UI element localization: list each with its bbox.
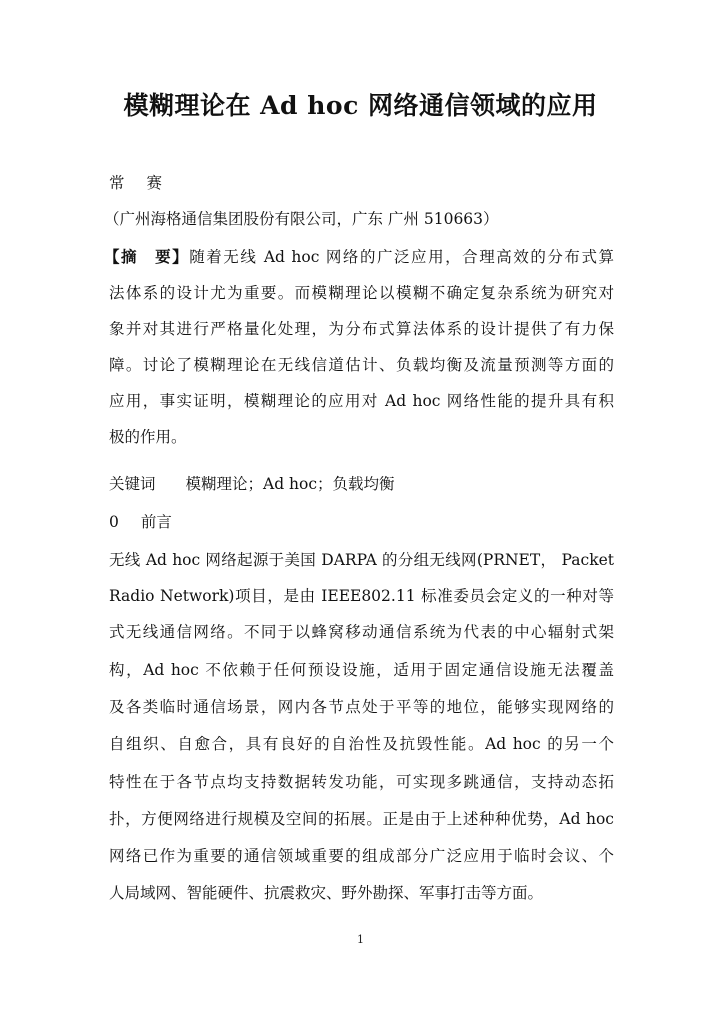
section-title: 前言 [140,513,172,531]
section-heading [109,511,614,533]
body-line-3: 式无线通信网络。不同于以蜂窝移动通信系统为代表的中心辐射式架 [109,623,614,641]
abstract-label: 【摘 要】 [104,247,190,266]
author-name-second: 赛 [146,174,163,192]
body-line-7: 特性在于各节点均支持数据转发功能，可实现多跳通信，支持动态拓 [109,773,614,791]
body-line-8: 扑，方便网络进行规模及空间的拓展。正是由于上述种种优势，Ad hoc [109,810,614,828]
page-number: 1 [357,933,364,946]
abstract-line-1 [104,246,614,268]
keywords-label: 关键词 [109,475,156,493]
body-line-10: 人局域网、智能硬件、抗震救灾、野外勘探、军事打击等方面。 [109,884,544,902]
abstract-line-6: 极的作用。 [109,428,187,446]
body-line-4: 构，Ad hoc 不依赖于任何预设设施，适用于固定通信设施无法覆盖 [109,661,614,679]
author-name-first: 常 [109,174,125,192]
body-line-1: 无线 Ad hoc 网络起源于美国 DARPA 的分组无线网(PRNET， Packet [109,551,614,569]
body-line-5: 及各类临时通信场景，网内各节点处于平等的地位，能够实现网络的 [109,698,614,716]
abstract-line-4: 障。讨论了模糊理论在无线信道估计、负载均衡及流量预测等方面的 [109,356,614,374]
body-line-2: Radio Network)项目，是由 IEEE802.11 标准委员会定义的一种对等 [109,587,614,605]
author-affiliation: （广州海格通信集团股份有限公司，广东 广州 510663） [104,210,499,228]
author-line [109,172,614,194]
abstract-line-5: 应用，事实证明，模糊理论的应用对 Ad hoc 网络性能的提升具有积 [109,392,614,410]
body-line-6: 自组织、自愈合，具有良好的自治性及抗毁性能。Ad hoc 的另一个 [109,735,614,753]
abstract-text: 随着无线 Ad hoc 网络的广泛应用，合理高效的分布式算 [189,248,614,266]
keywords-value: 模糊理论；Ad hoc；负载均衡 [185,475,395,493]
body-line-9: 网络已作为重要的通信领域重要的组成部分广泛应用于临时会议、个 [109,847,614,865]
paper-title: 模糊理论在 Ad hoc 网络通信领域的应用 [123,91,598,120]
section-number: 0 [109,513,119,531]
keywords-line [109,473,614,495]
abstract-line-3: 象并对其进行严格量化处理，为分布式算法体系的设计提供了有力保 [109,320,614,338]
abstract-line-2: 法体系的设计尤为重要。而模糊理论以模糊不确定复杂系统为研究对 [109,284,614,302]
